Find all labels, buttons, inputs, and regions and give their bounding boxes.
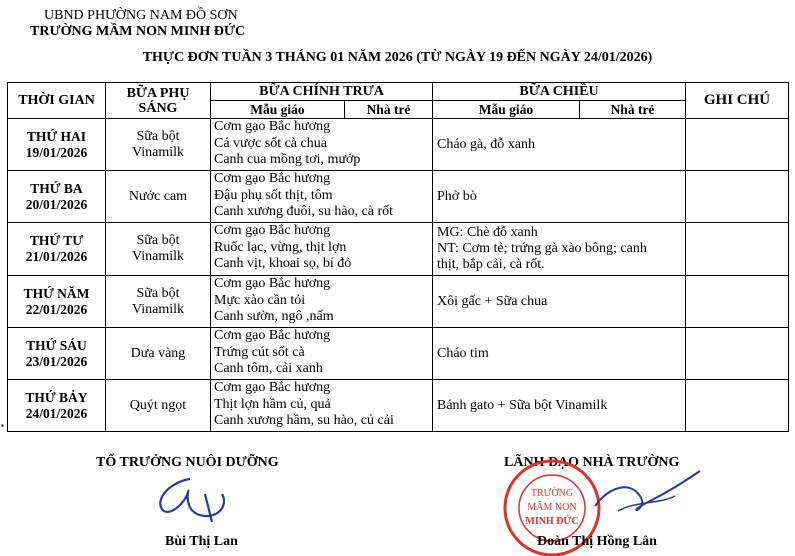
lunch-line2: Ruốc lạc, vừng, thịt lợn — [214, 239, 347, 255]
lunch-line2: Thịt lợn hầm củ, quả — [214, 396, 331, 412]
snack-cell — [106, 119, 211, 171]
afternoon-line1: MG: Chè đỗ xanh — [437, 225, 538, 240]
afternoon-line1: Phở bò — [437, 188, 477, 204]
school-name: TRƯỜNG MẦM NON MINH ĐỨC — [30, 24, 246, 39]
snack-line1: Nước cam — [128, 188, 188, 204]
snack-line1: Sữa bột — [136, 128, 180, 144]
afternoon-cell — [433, 328, 686, 380]
col-snack-line1: BỮA PHỤ — [126, 85, 190, 101]
menu-title: THỰC ĐƠN TUẦN 3 THÁNG 01 NĂM 2026 (TỪ NGÀY 19 ĐẾN NGÀY 24/01/2026) — [142, 50, 653, 65]
row-marker: ▪ — [1, 421, 4, 430]
snack-cell — [106, 276, 211, 328]
day-cell — [8, 119, 106, 171]
afternoon-line2: NT: Cơm tẻ; trứng gà xào bông; canh — [437, 241, 647, 256]
right-signer-name: Đoàn Thị Hồng Lân — [537, 534, 657, 549]
svg-text:MINH ĐỨC: MINH ĐỨC — [525, 516, 579, 527]
svg-text:TRƯỜNG: TRƯỜNG — [530, 488, 574, 499]
lunch-line2: Đậu phụ sốt thịt, tôm — [214, 187, 333, 203]
afternoon-line1: Bánh gato + Sữa bột Vinamilk — [437, 397, 608, 413]
lunch-cell — [211, 380, 433, 432]
lunch-line3: Canh xương đuôi, su hào, cà rốt — [214, 204, 394, 219]
snack-line1: Dưa vàng — [130, 345, 186, 361]
note-cell — [686, 119, 789, 171]
col-snack-line2: SÁNG — [138, 100, 178, 116]
snack-line2: Vinamilk — [131, 249, 185, 264]
day-date: 20/01/2026 — [25, 196, 88, 212]
left-signer-name: Bùi Thị Lan — [165, 534, 238, 549]
day-cell — [8, 276, 106, 328]
afternoon-line1: Cháo gà, đỗ xanh — [437, 136, 535, 152]
note-cell — [686, 171, 789, 223]
afternoon-line3: thịt, bắp cải, cà rốt. — [437, 257, 545, 272]
afternoon-line1: Cháo tim — [437, 345, 489, 361]
snack-line1: Sữa bột — [136, 233, 180, 248]
lunch-line2: Trứng cút sốt cà — [214, 344, 305, 360]
snack-line2: Vinamilk — [131, 144, 185, 160]
day-date: 22/01/2026 — [25, 301, 88, 317]
snack-line1: Sữa bột — [136, 285, 180, 301]
lunch-line3: Canh vịt, khoai sọ, bí đỏ — [214, 256, 352, 271]
col-time-header: THỜI GIAN — [8, 83, 106, 119]
afternoon-line1: Xôi gấc + Sữa chua — [437, 293, 548, 309]
lunch-cell — [211, 119, 433, 171]
left-signature — [150, 474, 240, 529]
day-cell — [8, 223, 106, 276]
note-cell — [686, 276, 789, 328]
lunch-line3: Canh tôm, cải xanh — [214, 361, 323, 376]
day-date: 21/01/2026 — [25, 249, 88, 264]
note-cell — [686, 328, 789, 380]
day-date: 19/01/2026 — [25, 144, 88, 160]
snack-cell — [106, 328, 211, 380]
table-row — [8, 223, 789, 276]
sub-afternoon-nursery: Nhà trẻ — [580, 101, 686, 119]
day-cell — [8, 380, 106, 432]
lunch-line1: Cơm gạo Bắc hương — [214, 223, 331, 238]
day-name: THỨ HAI — [26, 128, 87, 144]
day-name: THỨ NĂM — [23, 285, 90, 301]
note-cell — [686, 380, 789, 432]
day-name: THỨ SÁU — [26, 337, 87, 353]
sub-lunch-nursery: Nhà trẻ — [345, 101, 433, 119]
svg-text:MẦM NON: MẦM NON — [527, 502, 577, 513]
table-row — [8, 328, 789, 380]
snack-line1: Quýt ngọt — [129, 397, 187, 413]
ward-name: UBND PHƯỜNG NAM ĐỒ SƠN — [44, 8, 238, 23]
day-cell — [8, 171, 106, 223]
col-note-header: GHI CHÚ — [686, 83, 789, 119]
lunch-line2: Mực xào cần tỏi — [214, 292, 306, 308]
left-signer-role: TỔ TRƯỞNG NUÔI DƯỠNG — [96, 455, 279, 470]
snack-cell — [106, 223, 211, 276]
lunch-line3: Canh xương hầm, su hào, củ cải — [214, 413, 394, 428]
col-snack-header — [106, 83, 211, 119]
day-name: THỨ TƯ — [29, 233, 84, 248]
lunch-line2: Cá vược sốt cà chua — [214, 135, 327, 151]
lunch-line1: Cơm gạo Bắc hương — [214, 171, 331, 186]
afternoon-cell — [433, 380, 686, 432]
table-row — [8, 171, 789, 223]
lunch-line1: Cơm gạo Bắc hương — [214, 119, 331, 134]
day-name: THỨ BA — [30, 180, 83, 196]
lunch-line1: Cơm gạo Bắc hương — [214, 328, 331, 343]
right-signer-role: LÃNH ĐẠO NHÀ TRƯỜNG — [504, 455, 680, 470]
day-date: 24/01/2026 — [25, 405, 88, 421]
snack-cell — [106, 380, 211, 432]
menu-table — [7, 82, 789, 432]
afternoon-cell — [433, 171, 686, 223]
snack-cell — [106, 171, 211, 223]
lunch-line1: Cơm gạo Bắc hương — [214, 380, 331, 395]
lunch-line1: Cơm gạo Bắc hương — [214, 276, 331, 291]
table-row — [8, 380, 789, 432]
lunch-line3: Canh sườn, ngô ,nấm — [214, 309, 334, 324]
lunch-cell — [211, 276, 433, 328]
day-name: THỨ BẢY — [25, 389, 88, 405]
day-cell — [8, 328, 106, 380]
afternoon-cell — [433, 223, 686, 276]
snack-line2: Vinamilk — [131, 301, 185, 317]
day-date: 23/01/2026 — [25, 353, 88, 369]
sub-afternoon-kindergarten: Mẫu giáo — [433, 101, 580, 119]
lunch-cell — [211, 171, 433, 223]
table-row — [8, 119, 789, 171]
table-row — [8, 276, 789, 328]
col-lunch-header: BỮA CHÍNH TRƯA — [211, 83, 433, 101]
note-cell — [686, 223, 789, 276]
afternoon-cell — [433, 276, 686, 328]
lunch-cell — [211, 328, 433, 380]
sub-lunch-kindergarten: Mẫu giáo — [211, 101, 345, 119]
col-afternoon-header: BỮA CHIỀU — [433, 83, 686, 101]
lunch-cell — [211, 223, 433, 276]
afternoon-cell — [433, 119, 686, 171]
lunch-line3: Canh cua mồng tơi, mướp — [214, 152, 361, 167]
